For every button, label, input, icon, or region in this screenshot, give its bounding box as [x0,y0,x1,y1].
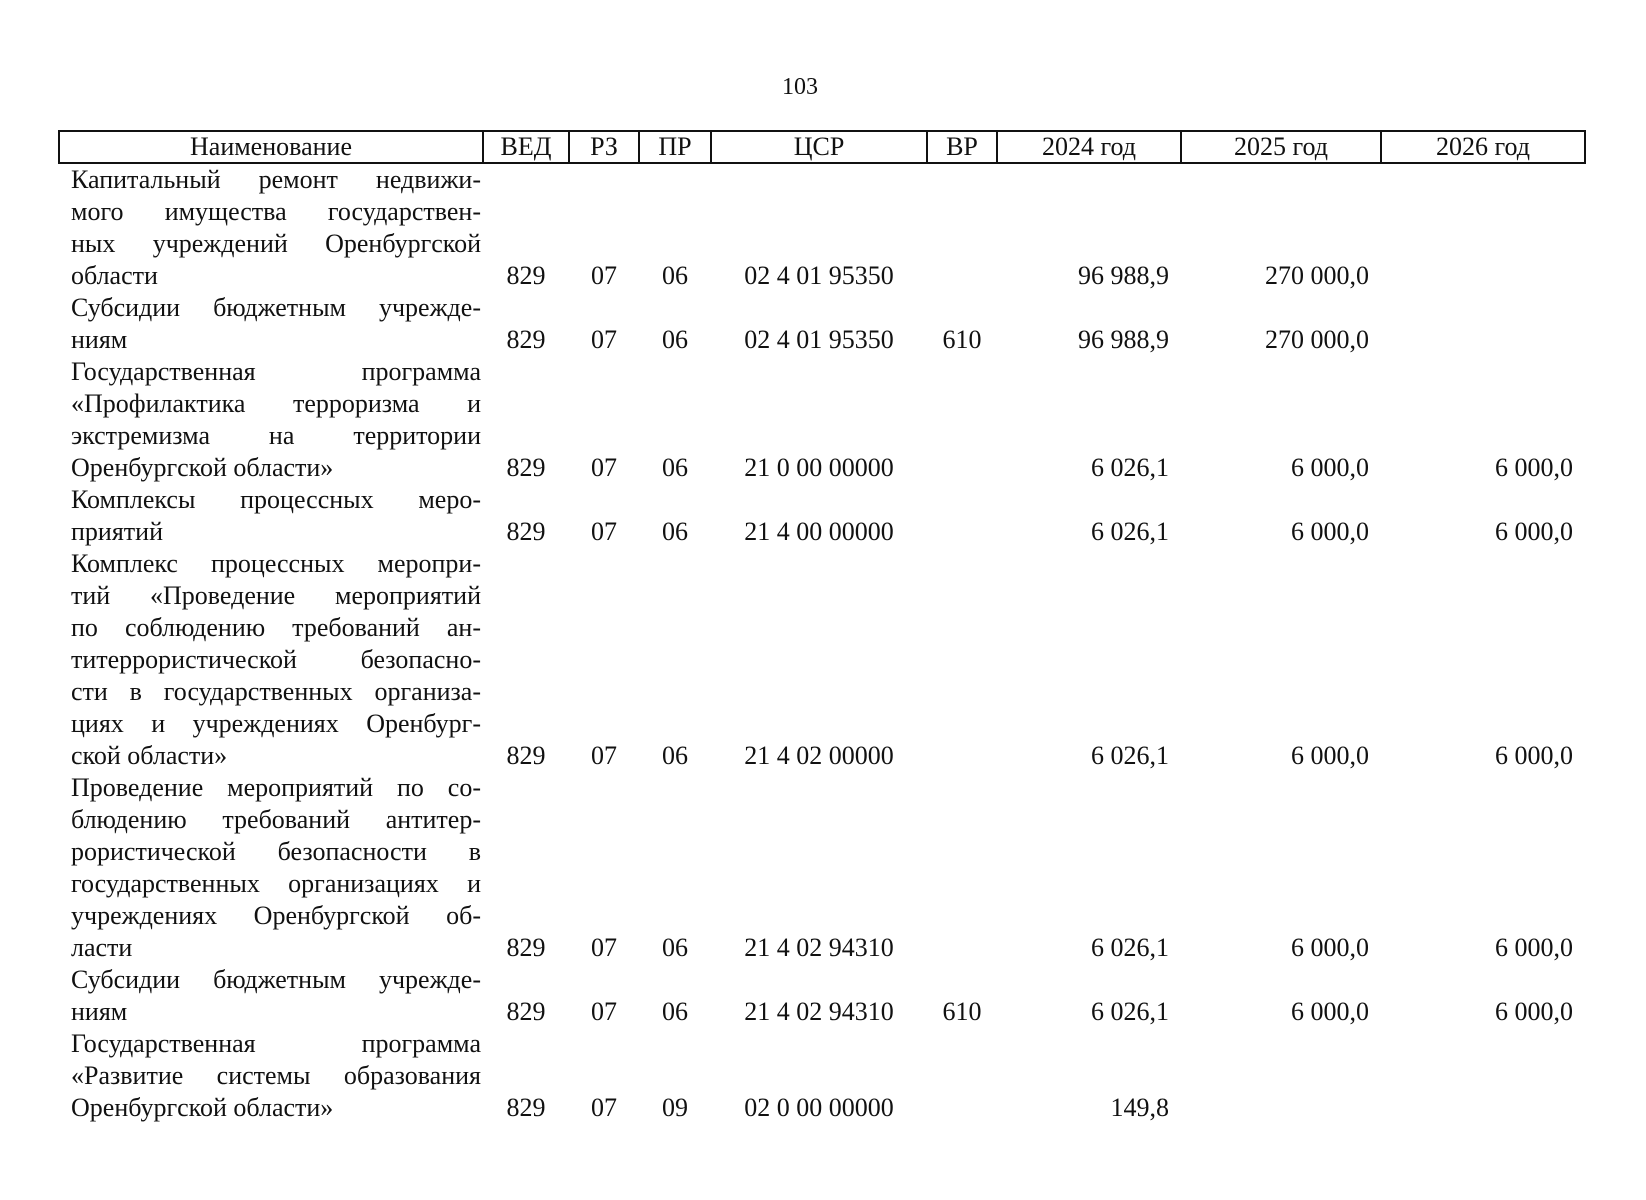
cell-csr: 02 4 01 95350 [744,261,894,290]
cell-vr [927,484,997,548]
name-line: экстремизма на территории [71,421,481,450]
cell-ved: 829 [506,261,546,290]
header-2026: 2026 год [1381,131,1585,163]
cell-vr [927,356,997,484]
cell-name [59,292,483,356]
cell-2026: 6 000,0 [1495,517,1573,546]
cell-rz: 07 [591,933,617,962]
cell-rz: 07 [591,453,617,482]
name-line: тий «Проведение мероприятий [71,581,481,610]
cell-rz: 07 [591,741,617,770]
header-csr: ЦСР [711,131,927,163]
cell-pr: 06 [662,933,688,962]
cell-pr: 06 [662,741,688,770]
name-line: Комплекс процессных меропри- [71,549,481,578]
cell-vr [927,548,997,772]
cell-vr: 610 [942,997,982,1026]
cell-rz: 07 [591,517,617,546]
header-rz: РЗ [569,131,639,163]
table-row [59,356,1585,484]
header-name: Наименование [59,131,483,163]
cell-csr: 02 0 00 00000 [744,1093,894,1122]
cell-pr: 06 [662,261,688,290]
cell-name [59,772,483,964]
cell-2024: 6 026,1 [1091,933,1169,962]
name-line: «Профилактика терроризма и [71,389,481,418]
name-line: сти в государственных организа- [71,677,481,706]
cell-csr: 21 4 02 00000 [744,741,894,770]
cell-ved: 829 [506,933,546,962]
cell-name [59,548,483,772]
name-line: приятий [71,517,163,546]
name-line: ниям [71,997,128,1026]
cell-2026: 6 000,0 [1495,741,1573,770]
table-row [59,1028,1585,1124]
cell-name [59,356,483,484]
cell-ved: 829 [506,453,546,482]
cell-csr: 21 4 02 94310 [744,997,894,1026]
table-body [59,163,1585,1124]
cell-2026 [1381,1028,1585,1124]
cell-2026: 6 000,0 [1495,997,1573,1026]
cell-2026: 6 000,0 [1495,933,1573,962]
cell-pr: 06 [662,517,688,546]
name-line: Государственная программа [71,357,481,386]
cell-rz: 07 [591,325,617,354]
name-line: Государственная программа [71,1029,481,1058]
cell-2025: 6 000,0 [1291,741,1369,770]
cell-csr: 02 4 01 95350 [744,325,894,354]
cell-2024: 6 026,1 [1091,453,1169,482]
cell-ved: 829 [506,741,546,770]
name-line: ласти [71,933,133,962]
cell-vr: 610 [942,325,982,354]
name-line: Комплексы процессных меро- [71,485,481,514]
table-row [59,964,1585,1028]
cell-ved: 829 [506,325,546,354]
cell-pr: 06 [662,453,688,482]
name-line: Субсидии бюджетным учрежде- [71,293,481,322]
cell-csr: 21 0 00 00000 [744,453,894,482]
cell-ved: 829 [506,997,546,1026]
name-line: циях и учреждениях Оренбург- [71,709,481,738]
cell-vr [927,1028,997,1124]
cell-pr: 06 [662,325,688,354]
name-line: области [71,261,158,290]
header-vr: ВР [927,131,997,163]
cell-2024: 6 026,1 [1091,997,1169,1026]
cell-ved: 829 [506,1093,546,1122]
name-line: учреждениях Оренбургской об- [71,901,481,930]
cell-2024: 96 988,9 [1078,325,1169,354]
cell-2025: 270 000,0 [1265,325,1369,354]
cell-2025: 6 000,0 [1291,517,1369,546]
cell-2026: 6 000,0 [1495,453,1573,482]
cell-2024: 96 988,9 [1078,261,1169,290]
cell-rz: 07 [591,261,617,290]
cell-name [59,964,483,1028]
name-line: Оренбургской области» [71,1093,334,1122]
cell-2025: 6 000,0 [1291,933,1369,962]
name-line: Субсидии бюджетным учрежде- [71,965,481,994]
name-line: ской области» [71,741,228,770]
header-pr: ПР [639,131,711,163]
name-line: титеррористической безопасно- [71,645,481,674]
name-line: ных учреждений Оренбургской [71,229,481,258]
name-line: Оренбургской области» [71,453,334,482]
cell-rz: 07 [591,997,617,1026]
cell-2024: 6 026,1 [1091,741,1169,770]
cell-vr [927,163,997,292]
cell-pr: 06 [662,997,688,1026]
cell-2026 [1381,163,1585,292]
name-line: по соблюдению требований ан- [71,613,481,642]
cell-2025: 6 000,0 [1291,997,1369,1026]
header-2025: 2025 год [1181,131,1381,163]
cell-name [59,484,483,548]
cell-name [59,1028,483,1124]
cell-pr: 09 [662,1093,688,1122]
table-row [59,772,1585,964]
table-row [59,163,1585,292]
cell-vr [927,772,997,964]
table-row [59,484,1585,548]
cell-ved: 829 [506,517,546,546]
cell-csr: 21 4 02 94310 [744,933,894,962]
name-line: ниям [71,325,128,354]
cell-2024: 149,8 [1110,1093,1169,1122]
name-line: мого имущества государствен- [71,197,481,226]
cell-2025: 270 000,0 [1265,261,1369,290]
cell-2025 [1181,1028,1381,1124]
cell-2024: 6 026,1 [1091,517,1169,546]
name-line: блюдению требований антитер- [71,805,481,834]
name-line: государственных организациях и [71,869,481,898]
table-row [59,292,1585,356]
table-row [59,548,1585,772]
cell-rz: 07 [591,1093,617,1122]
header-2024: 2024 год [997,131,1181,163]
page-number: 103 [782,74,818,100]
name-line: Капитальный ремонт недвижи- [71,165,481,194]
name-line: рористической безопасности в [71,837,481,866]
budget-table [58,130,1586,1124]
cell-name [59,163,483,292]
cell-csr: 21 4 00 00000 [744,517,894,546]
cell-2026 [1381,292,1585,356]
header-ved: ВЕД [483,131,569,163]
name-line: Проведение мероприятий по со- [71,773,481,802]
name-line: «Развитие системы образования [71,1061,481,1090]
cell-2025: 6 000,0 [1291,453,1369,482]
table-header [59,131,1585,163]
